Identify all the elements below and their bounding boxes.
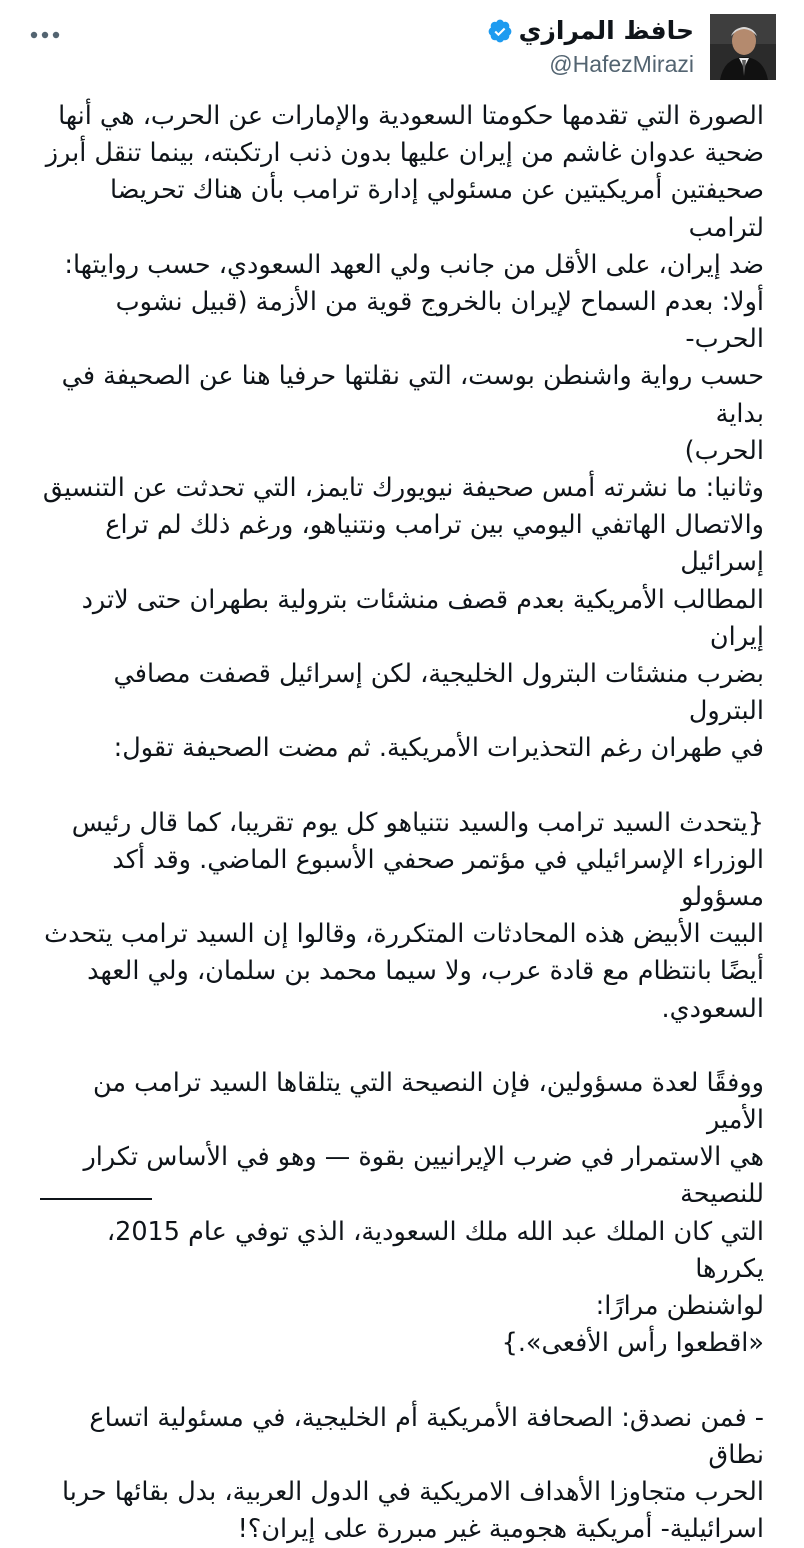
- separator-line: [40, 1198, 152, 1200]
- tweet-line: لواشنطن مرارًا:: [595, 1291, 764, 1322]
- author-name-row[interactable]: [487, 15, 694, 47]
- avatar-image: [710, 14, 776, 80]
- tweet-line: الحرب): [684, 435, 764, 466]
- tweet-line: «اقطعوا رأس الأفعى».}: [501, 1328, 764, 1359]
- tweet-line: هي الاستمرار في ضرب الإيرانيين بقوة — وهو في الأساس تكرار للنصيحة: [83, 1142, 764, 1210]
- tweet-line: بضرب منشئات البترول الخليجية، لكن إسرائيل قصفت مصافي البترول: [113, 659, 764, 727]
- tweet-line: ووفقًا لعدة مسؤولين، فإن النصيحة التي يتلقاها السيد ترامب من الأمير: [92, 1067, 764, 1136]
- tweet-line: الوزراء الإسرائيلي في مؤتمر صحفي الأسبوع الماضي. وقد أكد مسؤولو: [112, 844, 764, 913]
- tweet-line: - فمن نصدق: الصحافة الأمريكية أم الخليجية، في مسئولية اتساع نطاق: [89, 1402, 764, 1470]
- tweet-line: وثانيا: ما نشرته أمس صحيفة نيويورك تايمز، التي تحدثت عن التنسيق: [42, 473, 764, 504]
- tweet-line: السعودي.: [661, 993, 764, 1024]
- tweet-header: [0, 0, 804, 100]
- tweet-line: والاتصال الهاتفي اليومي بين ترامب ونتنياهو، ورغم ذلك لم تراع إسرائيل: [105, 510, 764, 578]
- tweet-line: ضد إيران، على الأقل من جانب ولي العهد السعودي، حسب روايتها:: [64, 249, 764, 280]
- tweet-line: أيضًا بانتظام مع قادة عرب، ولا سيما محمد بن سلمان، ولي العهد: [87, 956, 764, 987]
- verified-badge-icon: [487, 18, 513, 44]
- tweet-line: {يتحدث السيد ترامب والسيد نتنياهو كل يوم تقريبا، كما قال رئيس: [71, 807, 764, 838]
- tweet-line: الحرب متجاوزا الأهداف الامريكية في الدول العربية، بدل بقائها حربا: [61, 1476, 764, 1507]
- tweet-line: اسرائيلية- أمريكية هجومية غير مبررة على إيران؟!: [237, 1514, 764, 1545]
- author-names: [487, 15, 694, 79]
- paragraph-gap: [40, 1363, 764, 1400]
- author-display-name[interactable]: حافظ المرازي: [518, 16, 694, 45]
- tweet-line: المطالب الأمريكية بعدم قصف منشئات بترولية بطهران حتى لاترد إيران: [81, 584, 764, 652]
- tweet-line: صحيفتين أمريكيتين عن مسئولي إدارة ترامب بأن هناك تحريضا لترامب: [109, 175, 764, 243]
- more-options-button[interactable]: [28, 18, 62, 52]
- tweet-line: الصورة التي تقدمها حكومتا السعودية والإمارات عن الحرب، هي أنها: [58, 101, 764, 131]
- tweet-line: ضحية عدوان غاشم من إيران عليها بدون ذنب ارتكبته، بينما تنقل أبرز: [45, 138, 764, 169]
- paragraph-gap: [40, 1028, 764, 1065]
- more-options-icon: [30, 31, 60, 39]
- tweet-line: البيت الأبيض هذه المحادثات المتكررة، وقالوا إن السيد ترامب يتحدث: [44, 919, 764, 950]
- author-handle[interactable]: @HafezMirazi: [549, 51, 694, 77]
- tweet-line: أولا: بعدم السماح لإيران بالخروج قوية من الأزمة (قبيل نشوب الحرب-: [115, 287, 764, 355]
- tweet-line: حسب رواية واشنطن بوست، التي نقلتها حرفيا هنا عن الصحيفة في بداية: [61, 361, 764, 429]
- tweet-line: في طهران رغم التحذيرات الأمريكية. ثم مضت الصحيفة تقول:: [113, 733, 764, 764]
- tweet-text: [40, 98, 764, 1548]
- paragraph-gap: [40, 768, 764, 805]
- tweet-line: التي كان الملك عبد الله ملك السعودية، الذي توفي عام 2015، يكررها: [106, 1216, 764, 1284]
- avatar[interactable]: [710, 14, 776, 80]
- author-block[interactable]: [487, 14, 776, 80]
